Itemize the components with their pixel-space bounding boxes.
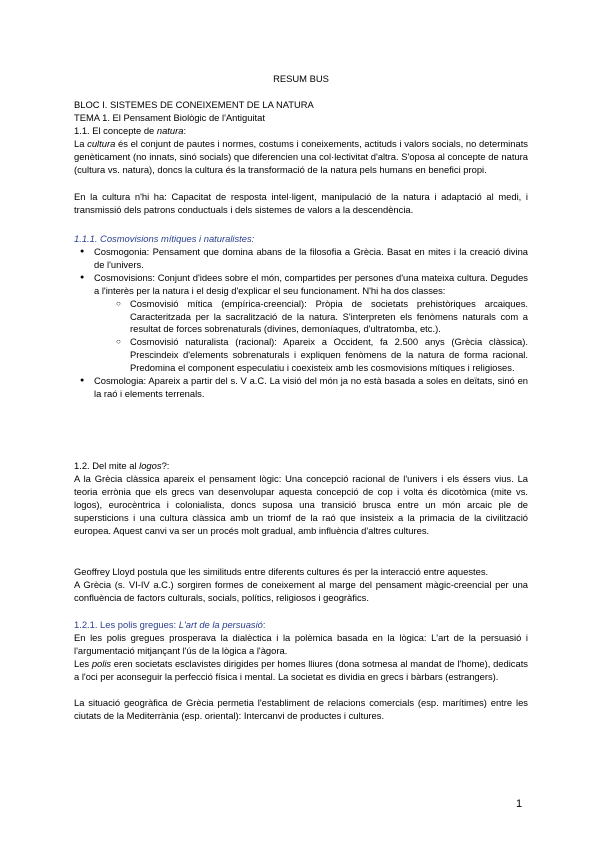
heading-punct: : (183, 125, 187, 136)
p-text: eren societats esclavistes dirigides per homes lliures (dona sotmesa al mandat de l'home), dedicats a l'oci per aconseguir la perfecció física i mental. La societat es dividia en grecs i bàrbars (estrangers). (74, 658, 528, 682)
bloc-heading: BLOC I. SISTEMES DE CONEIXEMENT DE LA NATURA (74, 99, 314, 110)
section-1-2-1-paragraph-1: En les polis gregues prosperava la dialèctica i la polèmica basada en la lògica: L'art de la persuasió i l'argumentació mitjançant l'ús de la lògica a l'àgora. (74, 632, 528, 656)
section-1-1-paragraph-1 (74, 138, 528, 177)
heading-emphasis: logos (139, 460, 162, 471)
list-item-cosmogonia: ● Cosmogonia: Pensament que domina abans de la filosofia a Grècia. Basat en mites i la creació divina de l'univers. (74, 246, 528, 272)
heading-punct: ?: (161, 460, 170, 471)
heading-punct: : (262, 619, 266, 630)
list-item-cosmologia: ● Cosmologia: Apareix a partir del s. V a.C. La visió del món ja no està basada a soles en deïtats, sinó en la raó i elements terrenals. (74, 375, 528, 401)
tema-heading: TEMA 1. El Pensament Biològic de l'Antiguitat (74, 112, 265, 123)
section-1-1-heading (74, 125, 528, 138)
cosmovisions-list (74, 246, 528, 401)
p-emphasis: polis (91, 658, 112, 669)
sublist-item-mitica: ○ Cosmovisió mítica (empírica-creencial): Pròpia de societats prehistòriques arcaiques. Caracteritzada per la sacralització de la natura. S'interpreten els fenòmens naturals com a resultat de forces sobrenaturals (divines, demoníaques, d'ultratomba, etc.). (110, 298, 528, 337)
sublist-item-naturalista: ○ Cosmovisió naturalista (racional): Apareix a Occident, fa 2.500 anys (Grècia clàssica). Prescindeix d'elements sobrenaturals i expliquen fenòmens de la natura de forma racional. Predomina el component especulatiu i coexisteix amb les cosmovisions mítiques i religioses. (110, 336, 528, 375)
heading-text: 1.2. Del mite al (74, 460, 140, 471)
section-1-2-heading (74, 460, 528, 473)
p-text: La (74, 138, 88, 149)
list-item-cosmovisions: ● Cosmovisions: Conjunt d'idees sobre el món, compartides per persones d'una mateixa cultura. Degudes a l'interès per la natura i el desig d'explicar el seu funcionament. N'hi ha dos classes: (74, 272, 528, 298)
heading-text: 1.1. El concepte de (74, 125, 157, 136)
cosmovisions-sublist (110, 298, 528, 375)
page-number: 1 (516, 798, 523, 810)
section-1-2-paragraph-3: A Grècia (s. VI-IV a.C.) sorgiren formes de coneixement al marge del pensament màgic-creencial per una confluència de factors culturals, socials, polítics, religiosos i geogràfics. (74, 579, 528, 603)
document-title: RESUM BUS (273, 73, 329, 84)
section-1-1-1-heading: 1.1.1. Cosmovisions mítiques i naturalistes: (74, 233, 255, 244)
heading-emphasis: L'art de la persuasió (178, 619, 263, 630)
heading-emphasis: natura (156, 125, 184, 136)
section-1-2-1-heading (74, 619, 528, 632)
section-1-1-paragraph-2: En la cultura n'hi ha: Capacitat de resposta intel·ligent, manipulació de la natura i adaptació al medi, i transmissió dels patrons conductuals i dels sistemes de valors a la descendència. (74, 191, 528, 215)
section-1-2-paragraph-1: A la Grècia clàssica apareix el pensament lògic: Una concepció racional de l'univers i els éssers vius. La teoria errònia que els grecs van desenvolupar aquesta concepció de cop i volta és dicotòmica (mite vs. logos), eurocèntrica i colonialista, doncs suposa una transició brusca entre un món arcaic ple de supersticions i una cultura clàssica amb un triomf de la raó que insisteix a la primacia de la civilització europea. Aquest canvi va ser un procés molt gradual, amb influència d'altres cultures. (74, 473, 528, 536)
p-emphasis: cultura (87, 138, 116, 149)
sublist-container (74, 298, 528, 375)
section-1-2-1-paragraph-3: La situació geogràfica de Grècia permetia l'establiment de relacions comercials (esp. marítimes) entre les ciutats de la Mediterrània (esp. oriental): Intercanvi de productes i cultures. (74, 697, 528, 721)
p-text: Les (74, 658, 92, 669)
heading-text: 1.2.1. Les polis gregues: (74, 619, 179, 630)
p-text: és el conjunt de pautes i normes, costums i coneixements, actituds i valors socials, no determinats genèticament (no innats, sinó socials) que diferencien una col·lectivitat d'altra. S'oposa al concepte de natura (cultura vs. natura), doncs la cultura és la transformació de la natura pels humans en benefici propi. (74, 138, 528, 175)
section-1-2-paragraph-2: Geoffrey Lloyd postula que les similituds entre diferents cultures és per la interacció entre aquestes. (74, 566, 489, 577)
section-1-2-1-paragraph-2 (74, 658, 528, 684)
